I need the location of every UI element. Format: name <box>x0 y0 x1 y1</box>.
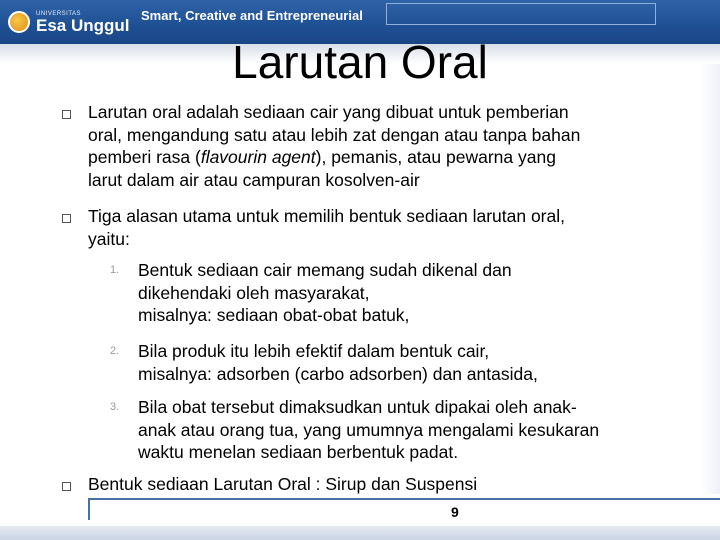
square-bullet-icon <box>62 110 71 119</box>
bullet-1-text <box>88 101 688 191</box>
numbered-item-line: misalnya: adsorben (carbo adsorben) dan antasida, <box>138 363 538 384</box>
bullet-2-line: Tiga alasan utama untuk memilih bentuk sediaan larutan oral, <box>88 206 565 226</box>
bullet-1-line: Larutan oral adalah sediaan cair yang dibuat untuk pemberian <box>88 102 569 122</box>
numbered-item <box>138 340 698 385</box>
numbered-item-line: anak atau orang tua, yang umumnya mengalami kesukaran <box>138 419 600 440</box>
numbered-item-line: Bentuk sediaan cair memang sudah dikenal dan <box>138 260 512 280</box>
square-bullet-icon <box>62 214 71 223</box>
logo-emblem-icon <box>8 11 30 33</box>
numbered-item-line: misalnya: sediaan obat-obat batuk, <box>138 305 410 325</box>
bullet-1-line: oral, mengandung satu atau lebih zat dengan atau tanpa bahan <box>88 124 581 145</box>
bullet-1-text-run: pemberi rasa ( <box>88 147 201 167</box>
logo-name: Esa Unggul <box>36 15 130 35</box>
bullet-3-text: Bentuk sediaan Larutan Oral : Sirup dan Suspensi <box>88 474 478 494</box>
bullet-2-text <box>88 205 688 250</box>
item-number: 1. <box>110 264 120 276</box>
header-decor-box <box>386 3 656 25</box>
slide-title: Larutan Oral <box>232 36 488 88</box>
item-number: 2. <box>110 345 120 357</box>
bullet-1-line: larut dalam air atau campuran kosolven-air <box>88 169 420 190</box>
bullet-1-line <box>88 146 688 169</box>
item-number: 3. <box>110 401 120 413</box>
footer-band <box>0 526 720 540</box>
bullet-1-italic-term: flavourin agent <box>200 147 316 167</box>
footer-decor-line <box>88 498 720 520</box>
header-tagline: Smart, Creative and Entrepreneurial <box>141 8 363 23</box>
numbered-item-line: waktu menelan sediaan berbentuk padat. <box>138 442 459 462</box>
page-number: 9 <box>451 504 459 520</box>
bullet-1-text-run: ), pemanis, atau pewarna yang <box>315 147 556 167</box>
logo-subtitle: UNIVERSITAS <box>36 10 82 17</box>
numbered-item-line: dikehendaki oleh masyarakat, <box>138 282 370 303</box>
numbered-item <box>138 259 698 327</box>
university-logo <box>8 7 136 37</box>
numbered-item-line: Bila produk itu lebih efektif dalam bentuk cair, <box>138 341 490 361</box>
square-bullet-icon <box>62 482 71 491</box>
numbered-item <box>138 396 708 464</box>
bullet-2-line: yaitu: <box>88 228 130 249</box>
numbered-item-line: Bila obat tersebut dimaksudkan untuk dipakai oleh anak- <box>138 397 577 417</box>
